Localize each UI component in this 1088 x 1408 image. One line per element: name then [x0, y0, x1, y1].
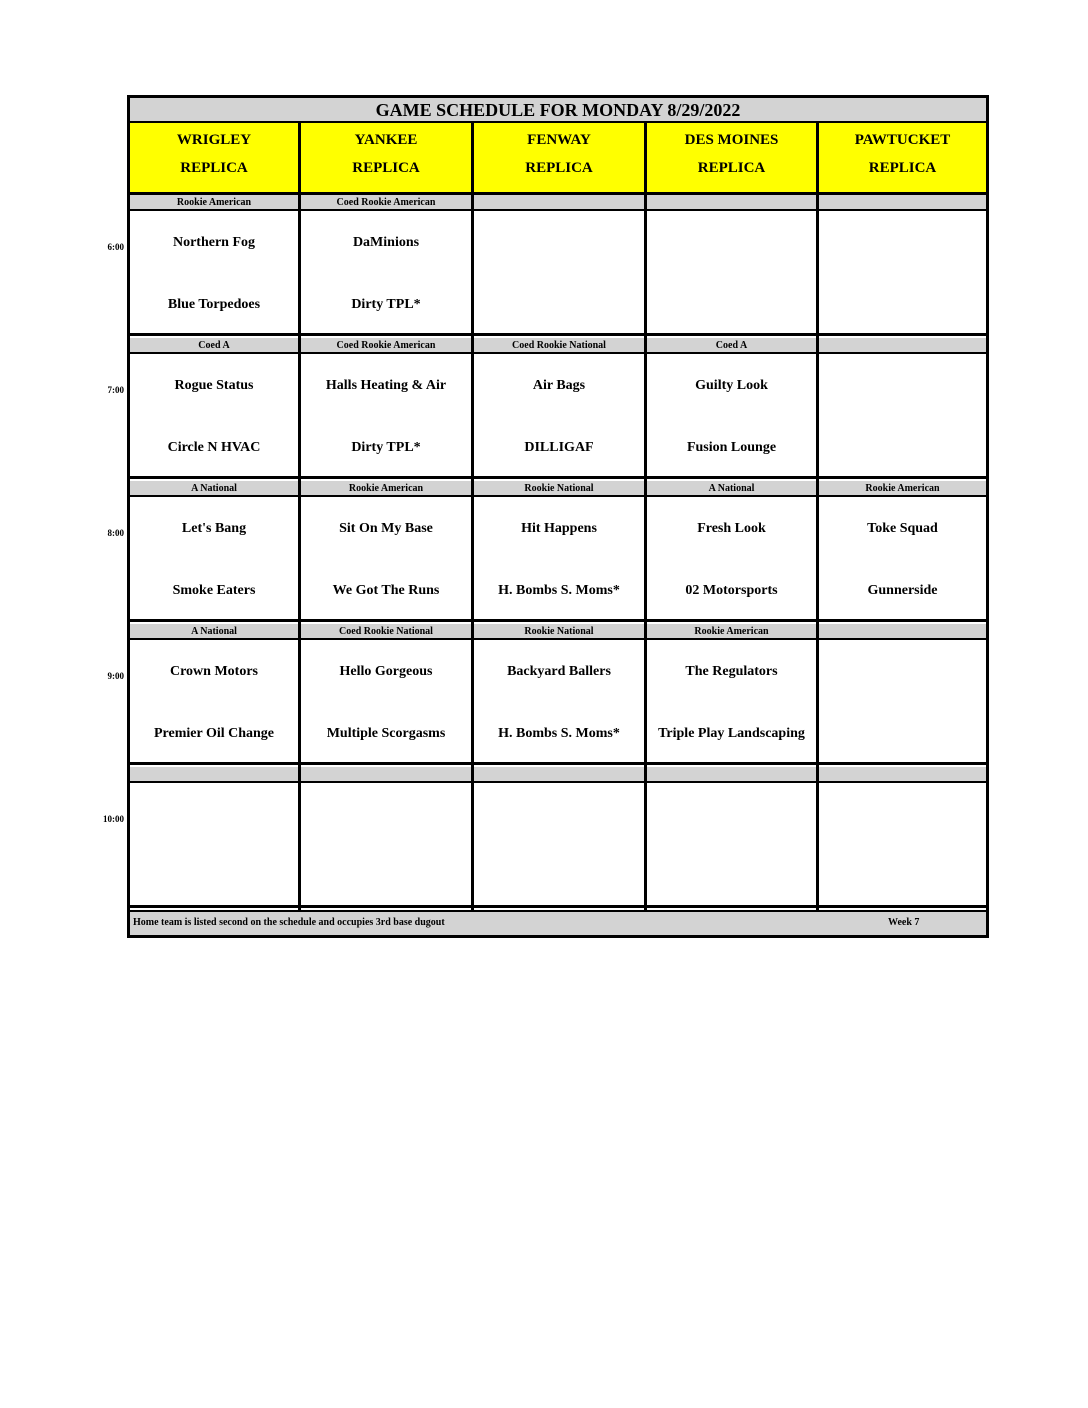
game-cell — [474, 497, 644, 622]
game-cell — [647, 354, 816, 479]
home-team: Dirty TPL* — [351, 440, 421, 455]
time-slot-label: 10:00 — [103, 814, 124, 824]
field-header — [647, 123, 816, 195]
division-label — [474, 767, 644, 783]
away-team: The Regulators — [685, 664, 778, 679]
time-slot-label: 9:00 — [107, 671, 124, 681]
away-team: Sit On My Base — [339, 521, 433, 536]
division-label — [474, 195, 644, 211]
field-name: WRIGLEY — [176, 132, 252, 148]
away-team: Hello Gorgeous — [339, 664, 433, 679]
division-label: Rookie American — [819, 481, 986, 497]
field-header — [819, 123, 986, 195]
division-label: Coed Rookie American — [301, 338, 471, 354]
home-team: H. Bombs S. Moms* — [498, 583, 620, 598]
away-team: Halls Heating & Air — [325, 378, 447, 393]
game-cell — [474, 640, 644, 765]
game-cell — [819, 640, 986, 765]
home-team: Blue Torpedoes — [167, 297, 261, 312]
division-label: Rookie National — [474, 624, 644, 640]
column-divider — [471, 123, 474, 913]
away-team: Fresh Look — [697, 521, 766, 536]
home-team: Multiple Scorgasms — [326, 726, 446, 741]
away-team: Rogue Status — [174, 378, 254, 393]
field-name: DES MOINES — [684, 132, 779, 148]
game-cell — [647, 640, 816, 765]
column-divider — [816, 123, 819, 913]
division-label: A National — [647, 481, 816, 497]
field-type: REPLICA — [180, 160, 248, 176]
week-label: Week 7 — [888, 917, 920, 928]
division-label — [819, 195, 986, 211]
home-team: Premier Oil Change — [153, 726, 275, 741]
home-team: We Got The Runs — [332, 583, 440, 598]
field-header — [130, 123, 298, 195]
game-cell — [819, 354, 986, 479]
game-cell — [647, 211, 816, 336]
division-label: Coed Rookie National — [301, 624, 471, 640]
game-cell — [130, 783, 298, 908]
field-name: YANKEE — [354, 132, 418, 148]
division-label: A National — [130, 481, 298, 497]
division-label: Coed A — [647, 338, 816, 354]
game-cell — [301, 783, 471, 908]
schedule-footer — [130, 910, 986, 935]
game-cell — [474, 783, 644, 908]
home-team: Smoke Eaters — [172, 583, 256, 598]
game-cell — [130, 211, 298, 336]
field-type: REPLICA — [868, 160, 937, 176]
away-team: Toke Squad — [867, 521, 938, 536]
time-slot-label: 8:00 — [107, 528, 124, 538]
field-type: REPLICA — [525, 160, 593, 176]
away-team: Backyard Ballers — [507, 664, 611, 679]
division-label: Coed Rookie American — [301, 195, 471, 211]
game-cell — [130, 354, 298, 479]
home-team: Circle N HVAC — [167, 440, 261, 455]
division-label: Rookie National — [474, 481, 644, 497]
division-label — [647, 767, 816, 783]
away-team: Air Bags — [532, 378, 586, 393]
division-label: A National — [130, 624, 298, 640]
field-name: FENWAY — [527, 132, 591, 148]
home-team: Triple Play Landscaping — [658, 726, 805, 741]
division-label — [301, 767, 471, 783]
away-team: Northern Fog — [172, 235, 256, 250]
away-team: Crown Motors — [169, 664, 258, 679]
division-label — [819, 338, 986, 354]
game-cell — [301, 497, 471, 622]
time-slot-label: 6:00 — [107, 242, 124, 252]
division-label — [130, 767, 298, 783]
home-team: Dirty TPL* — [351, 297, 421, 312]
division-label: Coed A — [130, 338, 298, 354]
column-divider — [298, 123, 301, 913]
field-name: PAWTUCKET — [854, 132, 951, 148]
game-cell — [474, 211, 644, 336]
home-team: Fusion Lounge — [686, 440, 777, 455]
field-type: REPLICA — [697, 160, 766, 176]
game-cell — [301, 354, 471, 479]
schedule-table — [127, 95, 989, 938]
division-label: Coed Rookie National — [474, 338, 644, 354]
division-label: Rookie American — [301, 481, 471, 497]
game-cell — [819, 497, 986, 622]
game-cell — [130, 640, 298, 765]
column-divider — [644, 123, 647, 913]
home-team: DILLIGAF — [524, 440, 594, 455]
game-cell — [130, 497, 298, 622]
footer-note: Home team is listed second on the schedule and occupies 3rd base dugout — [133, 917, 445, 928]
game-cell — [819, 211, 986, 336]
away-team: Let's Bang — [181, 521, 247, 536]
home-team: H. Bombs S. Moms* — [498, 726, 620, 741]
game-cell — [474, 354, 644, 479]
division-label: Rookie American — [647, 624, 816, 640]
game-cell — [301, 211, 471, 336]
home-team: Gunnerside — [867, 583, 938, 598]
division-label — [647, 195, 816, 211]
schedule-title: GAME SCHEDULE FOR MONDAY 8/29/2022 — [130, 98, 986, 123]
game-cell — [647, 497, 816, 622]
field-header — [301, 123, 471, 195]
home-team: 02 Motorsports — [685, 583, 778, 598]
away-team: Guilty Look — [695, 378, 768, 393]
division-label — [819, 767, 986, 783]
time-slot-label: 7:00 — [107, 385, 124, 395]
game-cell — [819, 783, 986, 908]
field-header — [474, 123, 644, 195]
away-team: Hit Happens — [521, 521, 597, 536]
division-label — [819, 624, 986, 640]
field-type: REPLICA — [352, 160, 420, 176]
away-team: DaMinions — [352, 235, 420, 250]
game-cell — [647, 783, 816, 908]
division-label: Rookie American — [130, 195, 298, 211]
game-cell — [301, 640, 471, 765]
